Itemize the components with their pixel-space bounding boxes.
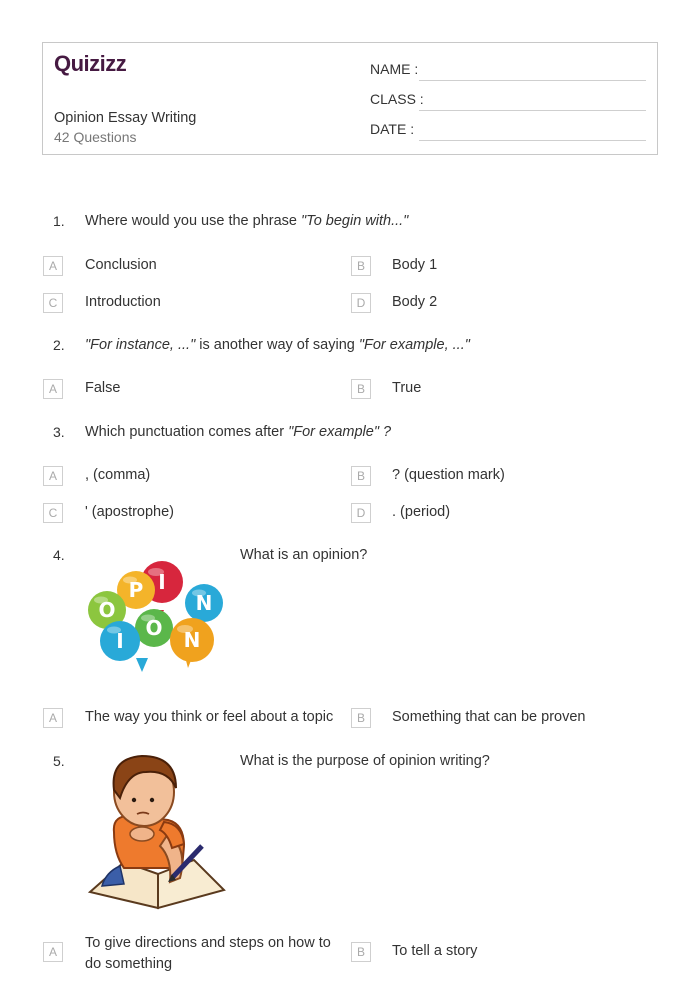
- name-line[interactable]: [419, 80, 646, 81]
- question-count: 42 Questions: [54, 129, 137, 145]
- opinion-bubbles-image: [84, 558, 226, 673]
- option-text[interactable]: Body 2: [392, 294, 438, 310]
- option-text[interactable]: . (period): [392, 504, 451, 520]
- question-number: 1.: [53, 213, 65, 229]
- worksheet-title: Opinion Essay Writing: [54, 110, 197, 126]
- option-letter[interactable]: C: [43, 293, 63, 313]
- date-line[interactable]: [419, 140, 646, 141]
- name-field: [370, 61, 646, 81]
- question-text-phrase: "For instance, ...": [85, 337, 196, 353]
- option-text[interactable]: Introduction: [85, 294, 161, 310]
- date-field: [370, 121, 646, 141]
- option-letter[interactable]: A: [43, 708, 63, 728]
- option-text[interactable]: , (comma): [85, 467, 151, 483]
- bubble-letter: I: [158, 570, 166, 594]
- question-text: What is the purpose of opinion writing?: [240, 753, 490, 769]
- question-text: [85, 213, 408, 229]
- question-text-phrase: "For example" ?: [288, 424, 392, 440]
- option-text[interactable]: [85, 933, 331, 975]
- option-text-line: do something: [85, 956, 173, 972]
- option-letter[interactable]: B: [351, 942, 371, 962]
- bubble-letter: P: [128, 578, 144, 602]
- quizizz-logo: Quizizz: [54, 51, 127, 76]
- option-letter[interactable]: A: [43, 466, 63, 486]
- name-label: NAME :: [370, 61, 419, 77]
- question-text: What is an opinion?: [240, 547, 368, 563]
- option-text[interactable]: ' (apostrophe): [85, 504, 175, 520]
- question-text-plain: Where would you use the phrase: [85, 213, 302, 229]
- option-text[interactable]: Something that can be proven: [392, 709, 586, 725]
- option-text[interactable]: Conclusion: [85, 257, 157, 273]
- question-text: [85, 424, 391, 440]
- option-letter[interactable]: B: [351, 708, 371, 728]
- bubble-letter: N: [183, 628, 201, 652]
- question-number: 2.: [53, 337, 65, 353]
- date-label: DATE :: [370, 121, 415, 137]
- bubble-letter: O: [98, 598, 116, 622]
- question-text-plain: is another way of saying: [195, 337, 359, 353]
- option-text[interactable]: The way you think or feel about a topic: [85, 709, 334, 725]
- worksheet-header: [42, 42, 658, 155]
- option-text[interactable]: False: [85, 380, 121, 396]
- option-text[interactable]: True: [392, 380, 422, 396]
- option-letter[interactable]: A: [43, 256, 63, 276]
- question-text-plain: Which punctuation comes after: [85, 424, 289, 440]
- question-text-phrase: "For example, ...": [358, 337, 470, 353]
- option-text-line: To give directions and steps on how to: [85, 935, 331, 951]
- option-text[interactable]: Body 1: [392, 257, 438, 273]
- option-letter[interactable]: D: [351, 503, 371, 523]
- option-letter[interactable]: A: [43, 942, 63, 962]
- bubble-letter: O: [145, 616, 163, 640]
- class-field: [370, 91, 646, 111]
- option-text[interactable]: To tell a story: [392, 943, 478, 959]
- question-text-phrase: "To begin with...": [301, 213, 409, 229]
- class-label: CLASS :: [370, 91, 424, 107]
- option-letter[interactable]: B: [351, 379, 371, 399]
- question-number: 3.: [53, 424, 65, 440]
- boy-writing-image: [84, 750, 229, 912]
- bubble-letter: N: [195, 591, 213, 615]
- option-letter[interactable]: D: [351, 293, 371, 313]
- bubble-letter: I: [116, 629, 124, 653]
- question-number: 4.: [53, 547, 65, 563]
- option-letter[interactable]: A: [43, 379, 63, 399]
- option-letter[interactable]: B: [351, 466, 371, 486]
- class-line[interactable]: [419, 110, 646, 111]
- option-text[interactable]: ? (question mark): [392, 467, 505, 483]
- option-letter[interactable]: B: [351, 256, 371, 276]
- question-number: 5.: [53, 753, 65, 769]
- question-text: [85, 337, 470, 353]
- option-letter[interactable]: C: [43, 503, 63, 523]
